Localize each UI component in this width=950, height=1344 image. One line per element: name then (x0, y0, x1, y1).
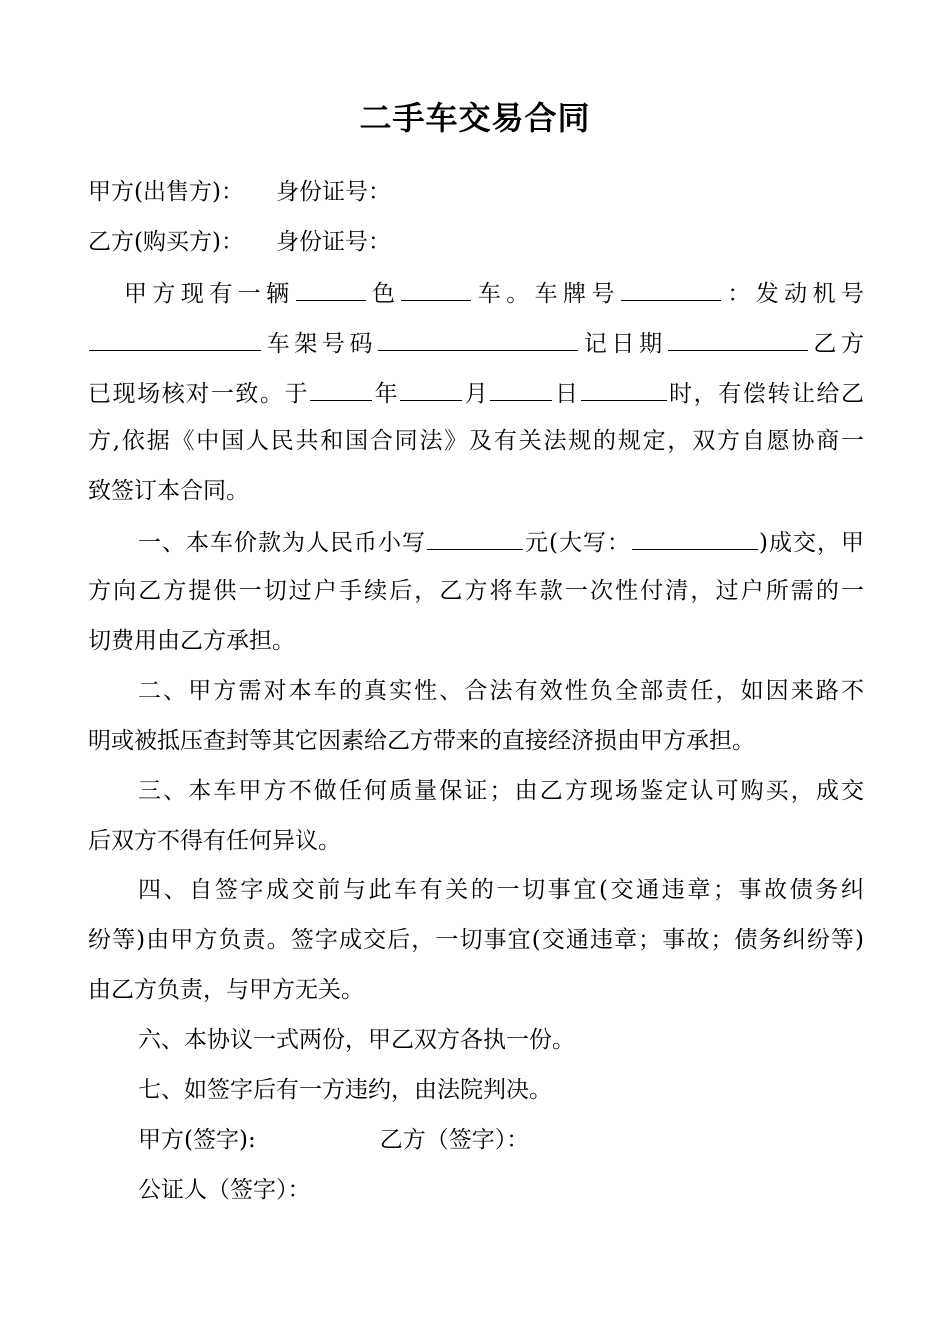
party-a-label: 甲方(出售方)： (88, 179, 244, 205)
clause-4-line-3: 由乙方负责，与甲方无关。 (88, 977, 364, 1003)
price-upper-blank (632, 525, 758, 550)
year-blank (310, 376, 372, 401)
day-blank (490, 376, 552, 401)
vin-blank (378, 326, 578, 351)
clause-1-line-1: 一、本车价款为人民币小写 元(大写： )成交，甲 (138, 525, 864, 559)
party-b-id-label: 身份证号： (275, 229, 391, 255)
intro-line-1: 甲方现有一辆 色 车。车牌号 ：发动机号 (124, 276, 864, 310)
party-a-signature-label: 甲方(签字): (138, 1127, 256, 1153)
intro-line-3: 已现场核对一致。于 年 月 日 时，有偿转让给乙 (88, 376, 864, 410)
color-blank (296, 276, 366, 301)
party-b-line (88, 226, 864, 258)
clause-3-line-2: 后双方不得有任何异议。 (88, 828, 341, 854)
party-a-id-label: 身份证号： (275, 179, 391, 205)
plate-number-blank (621, 276, 721, 301)
clause-1-line-2: 方向乙方提供一切过户手续后，乙方将车款一次性付清，过户所需的一 (88, 578, 864, 604)
clause-1-line-3: 切费用由乙方承担。 (88, 628, 295, 654)
party-a-line (88, 176, 864, 208)
notary-signature-label: 公证人（签字）： (138, 1177, 311, 1203)
party-b-signature-label: 乙方（签字）： (379, 1127, 530, 1153)
clause-3-line-1: 三、本车甲方不做任何质量保证；由乙方现场鉴定认可购买，成交 (138, 778, 864, 804)
intro-line-2: 车架号码 记日期 乙方 (88, 326, 864, 360)
clause-7: 七、如签字后有一方违约，由法院判决。 (138, 1077, 552, 1103)
clause-2-line-2: 明或被抵压查封等其它因素给乙方带来的直接经济损由甲方承担。 (88, 728, 755, 754)
engine-number-blank (89, 326, 261, 351)
hour-blank (581, 376, 667, 401)
clause-6: 六、本协议一式两份，甲乙双方各执一份。 (138, 1027, 575, 1053)
clause-4-line-2: 纷等)由甲方负责。签字成交后，一切事宜(交通违章；事故；债务纠纷等) (88, 927, 864, 953)
document-title: 二手车交易合同 (359, 99, 591, 137)
vehicle-type-blank (401, 276, 471, 301)
intro-line-5: 致签订本合同。 (88, 478, 249, 504)
party-b-label: 乙方(购买方)： (88, 229, 244, 255)
register-date-blank (668, 326, 808, 351)
intro-line-4: 方,依据《中国人民共和国合同法》及有关法规的规定，双方自愿协商一 (88, 428, 864, 454)
clause-2-line-1: 二、甲方需对本车的真实性、合法有效性负全部责任，如因来路不 (138, 678, 864, 704)
signature-line (138, 1124, 864, 1156)
month-blank (400, 376, 462, 401)
price-lower-blank (427, 525, 523, 550)
clause-4-line-1: 四、自签字成交前与此车有关的一切事宜(交通违章；事故债务纠 (138, 877, 864, 903)
